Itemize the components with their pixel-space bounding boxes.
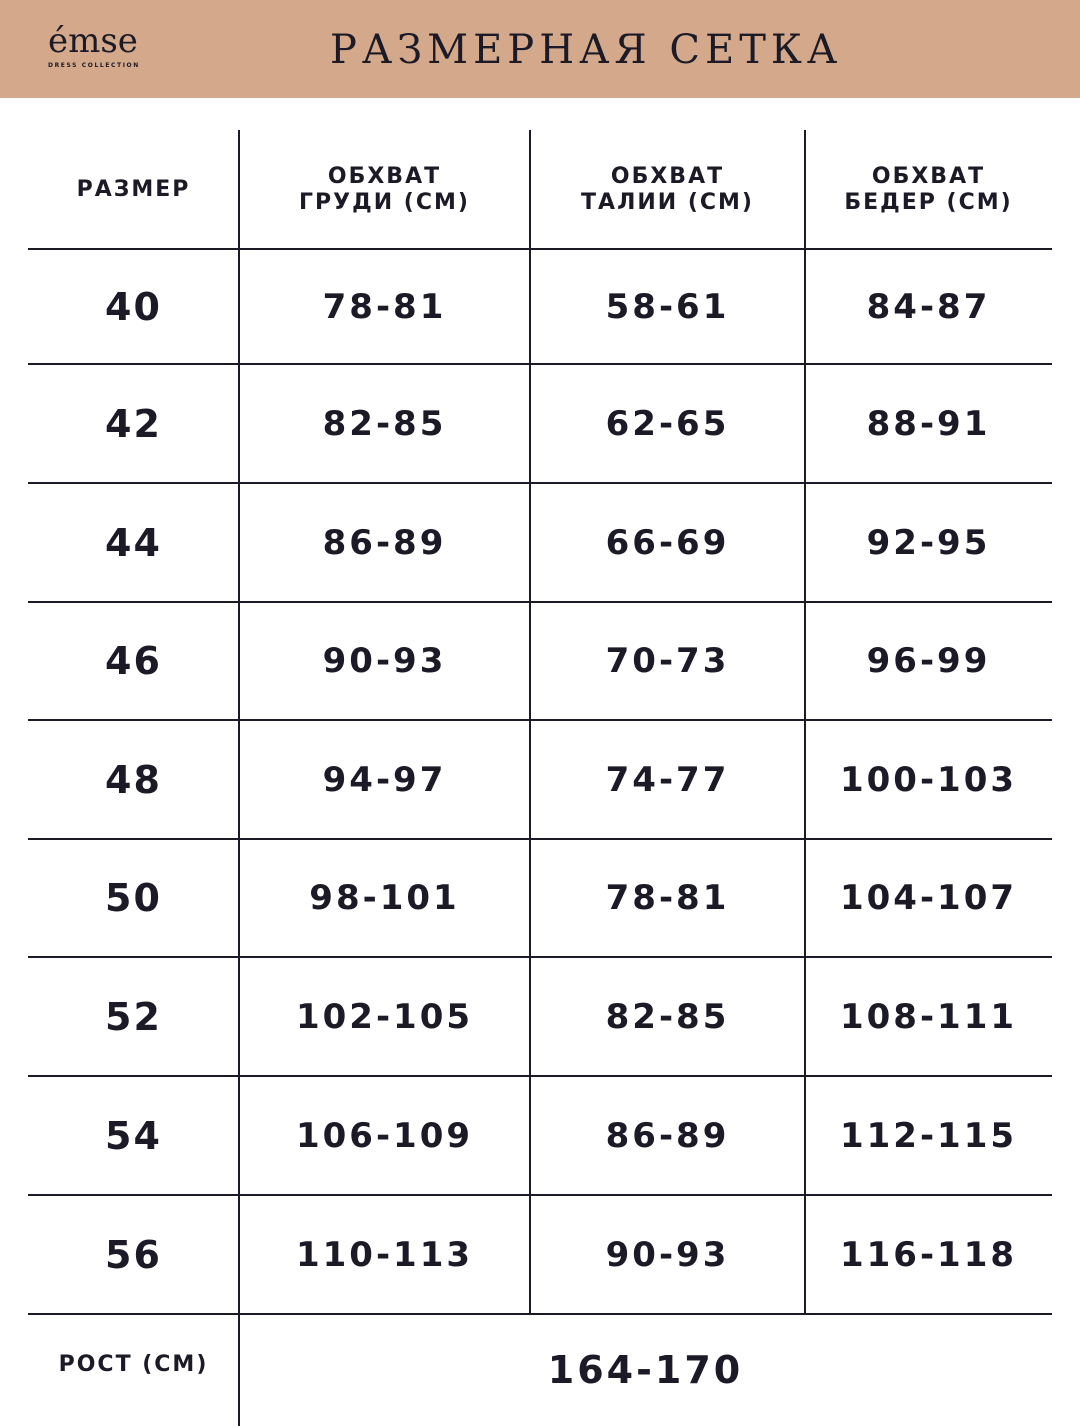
cell-size: 50 [105, 876, 162, 920]
header-size-line-1: РАЗМЕР [76, 176, 191, 202]
row-divider [28, 956, 1052, 958]
cell-waist: 70-73 [605, 641, 730, 681]
header-chest-line-2: ГРУДИ (СМ) [299, 189, 470, 215]
cell-size: 48 [105, 757, 162, 802]
cell-hips: 100-103 [839, 759, 1018, 800]
page-title: РАЗМЕРНАЯ СЕТКА [330, 27, 843, 73]
row-divider [28, 248, 1052, 250]
cell-size: 44 [105, 520, 162, 565]
cell-size: 52 [105, 994, 162, 1039]
cell-waist: 86-89 [605, 1115, 730, 1156]
column-divider [804, 130, 806, 1314]
cell-size: 40 [105, 284, 162, 329]
header-hips-line-2: БЕДЕР (СМ) [844, 189, 1013, 215]
row-divider [28, 1313, 1052, 1315]
cell-size: 46 [105, 639, 162, 683]
row-divider [28, 1075, 1052, 1077]
cell-chest: 90-93 [322, 641, 447, 681]
cell-waist: 66-69 [605, 522, 730, 563]
row-divider [28, 363, 1052, 365]
cell-chest: 102-105 [295, 996, 474, 1037]
cell-chest: 110-113 [295, 1234, 474, 1275]
cell-hips: 112-115 [839, 1115, 1018, 1156]
cell-waist: 58-61 [605, 286, 730, 327]
row-divider [28, 482, 1052, 484]
cell-waist: 74-77 [605, 759, 730, 800]
cell-waist: 90-93 [605, 1234, 730, 1275]
growth-value: 164-170 [547, 1348, 744, 1392]
cell-chest: 78-81 [322, 286, 447, 327]
brand-tagline: DRESS COLLECTION [48, 62, 140, 69]
cell-waist: 78-81 [605, 878, 730, 918]
brand-name: émse [48, 21, 138, 61]
header-waist-line-2: ТАЛИИ (СМ) [581, 189, 754, 215]
row-divider [28, 838, 1052, 840]
cell-hips: 104-107 [839, 878, 1018, 918]
cell-waist: 82-85 [605, 996, 730, 1037]
cell-size: 54 [105, 1113, 162, 1158]
row-divider [28, 1194, 1052, 1196]
column-divider [529, 130, 531, 1314]
header-waist-line-1: ОБХВАТ [610, 163, 725, 189]
cell-size: 42 [105, 401, 162, 446]
header-chest [239, 138, 530, 241]
row-divider [28, 601, 1052, 603]
cell-waist: 62-65 [605, 403, 730, 444]
cell-hips: 116-118 [839, 1234, 1018, 1275]
cell-size: 56 [105, 1232, 162, 1277]
cell-chest: 106-109 [295, 1115, 474, 1156]
cell-hips: 96-99 [866, 641, 991, 681]
header-waist [530, 138, 805, 241]
header-size [28, 138, 239, 241]
cell-hips: 108-111 [839, 996, 1018, 1037]
column-divider [238, 130, 240, 1426]
cell-chest: 82-85 [322, 403, 447, 444]
cell-hips: 88-91 [866, 403, 991, 444]
cell-hips: 92-95 [866, 522, 991, 563]
header-hips-line-1: ОБХВАТ [871, 163, 986, 189]
cell-chest: 94-97 [322, 759, 447, 800]
cell-chest: 98-101 [309, 878, 460, 918]
header-hips [805, 138, 1052, 241]
cell-chest: 86-89 [322, 522, 447, 563]
brand-logo [48, 22, 160, 69]
row-divider [28, 719, 1052, 721]
cell-hips: 84-87 [866, 286, 991, 327]
growth-label: РОСТ (СМ) [58, 1351, 209, 1377]
header-chest-line-1: ОБХВАТ [327, 163, 442, 189]
header-banner [0, 0, 1080, 98]
